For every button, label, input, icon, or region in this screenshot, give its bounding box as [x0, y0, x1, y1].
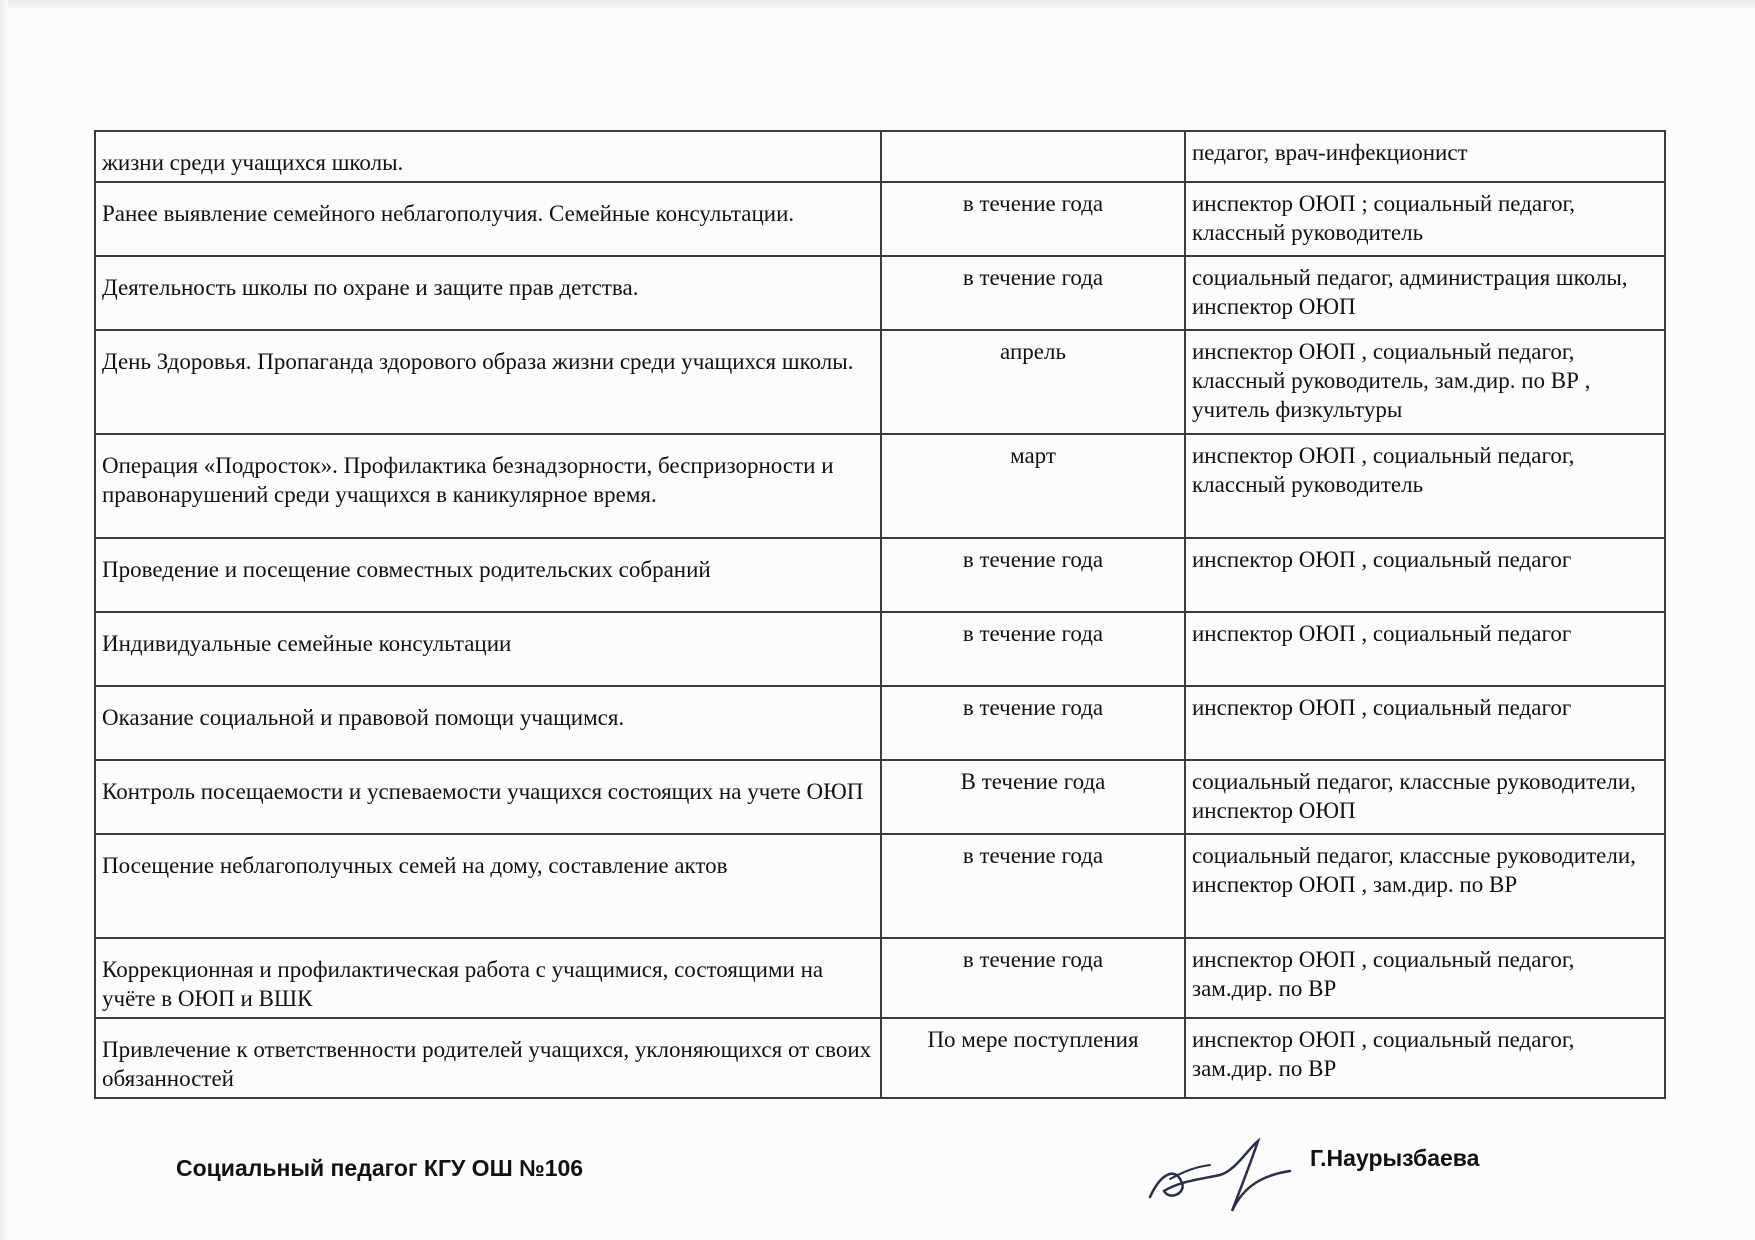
responsible-cell: педагог, врач-инфекционист — [1185, 131, 1665, 182]
event-cell: Привлечение к ответственности родителей учащихся, уклоняющихся от своих обязанностей — [95, 1018, 881, 1098]
responsible-cell: инспектор ОЮП , социальный педагог, классный руководитель, зам.дир. по ВР , учитель физкультуры — [1185, 330, 1665, 434]
responsible-cell: инспектор ОЮП , социальный педагог — [1185, 612, 1665, 686]
table-row — [95, 938, 1665, 1018]
event-cell: Проведение и посещение совместных родительских собраний — [95, 538, 881, 612]
responsible-cell: социальный педагог, классные руководители, инспектор ОЮП — [1185, 760, 1665, 834]
responsible-cell: инспектор ОЮП , социальный педагог, зам.дир. по ВР — [1185, 1018, 1665, 1098]
table-row — [95, 1018, 1665, 1098]
term-cell: в течение года — [881, 182, 1185, 256]
table-row — [95, 330, 1665, 434]
term-cell: в течение года — [881, 834, 1185, 938]
event-cell: День Здоровья. Пропаганда здорового образа жизни среди учащихся школы. — [95, 330, 881, 434]
responsible-cell: инспектор ОЮП ; социальный педагог, классный руководитель — [1185, 182, 1665, 256]
table-row — [95, 686, 1665, 760]
term-cell: март — [881, 434, 1185, 538]
table-row — [95, 182, 1665, 256]
table-row — [95, 538, 1665, 612]
table-row — [95, 612, 1665, 686]
responsible-cell: социальный педагог, администрация школы, инспектор ОЮП — [1185, 256, 1665, 330]
term-cell: в течение года — [881, 256, 1185, 330]
table-row — [95, 256, 1665, 330]
event-cell: Контроль посещаемости и успеваемости учащихся состоящих на учете ОЮП — [95, 760, 881, 834]
scan-edge-left — [0, 0, 8, 1240]
responsible-cell: инспектор ОЮП , социальный педагог, зам.дир. по ВР — [1185, 938, 1665, 1018]
signer-position: Социальный педагог КГУ ОШ №106 — [176, 1155, 584, 1181]
signer-name: Г.Наурызбаева — [1310, 1145, 1480, 1171]
term-cell: в течение года — [881, 538, 1185, 612]
event-cell: Ранее выявление семейного неблагополучия. Семейные консультации. — [95, 182, 881, 256]
term-cell — [881, 131, 1185, 182]
responsible-cell: инспектор ОЮП , социальный педагог — [1185, 686, 1665, 760]
table-row — [95, 131, 1665, 182]
responsible-cell: инспектор ОЮП , социальный педагог — [1185, 538, 1665, 612]
event-cell: Операция «Подросток». Профилактика безнадзорности, беспризорности и правонарушений среди учащихся в каникулярное время. — [95, 434, 881, 538]
event-cell: Коррекционная и профилактическая работа с учащимися, состоящими на учёте в ОЮП и ВШК — [95, 938, 881, 1018]
table-row — [95, 834, 1665, 938]
handwritten-signature — [1140, 1135, 1300, 1215]
term-cell: По мере поступления — [881, 1018, 1185, 1098]
responsible-cell: инспектор ОЮП , социальный педагог, классный руководитель — [1185, 434, 1665, 538]
responsible-cell: социальный педагог, классные руководители, инспектор ОЮП , зам.дир. по ВР — [1185, 834, 1665, 938]
term-cell: в течение года — [881, 612, 1185, 686]
term-cell: в течение года — [881, 686, 1185, 760]
table-row — [95, 760, 1665, 834]
event-cell: Деятельность школы по охране и защите прав детства. — [95, 256, 881, 330]
activity-table — [94, 130, 1666, 1099]
event-cell: Индивидуальные семейные консультации — [95, 612, 881, 686]
scan-edge-top — [0, 0, 1755, 10]
event-cell: Оказание социальной и правовой помощи учащимся. — [95, 686, 881, 760]
term-cell: В течение года — [881, 760, 1185, 834]
term-cell: апрель — [881, 330, 1185, 434]
event-cell: жизни среди учащихся школы. — [95, 131, 881, 182]
table-row — [95, 434, 1665, 538]
term-cell: в течение года — [881, 938, 1185, 1018]
event-cell: Посещение неблагополучных семей на дому, составление актов — [95, 834, 881, 938]
